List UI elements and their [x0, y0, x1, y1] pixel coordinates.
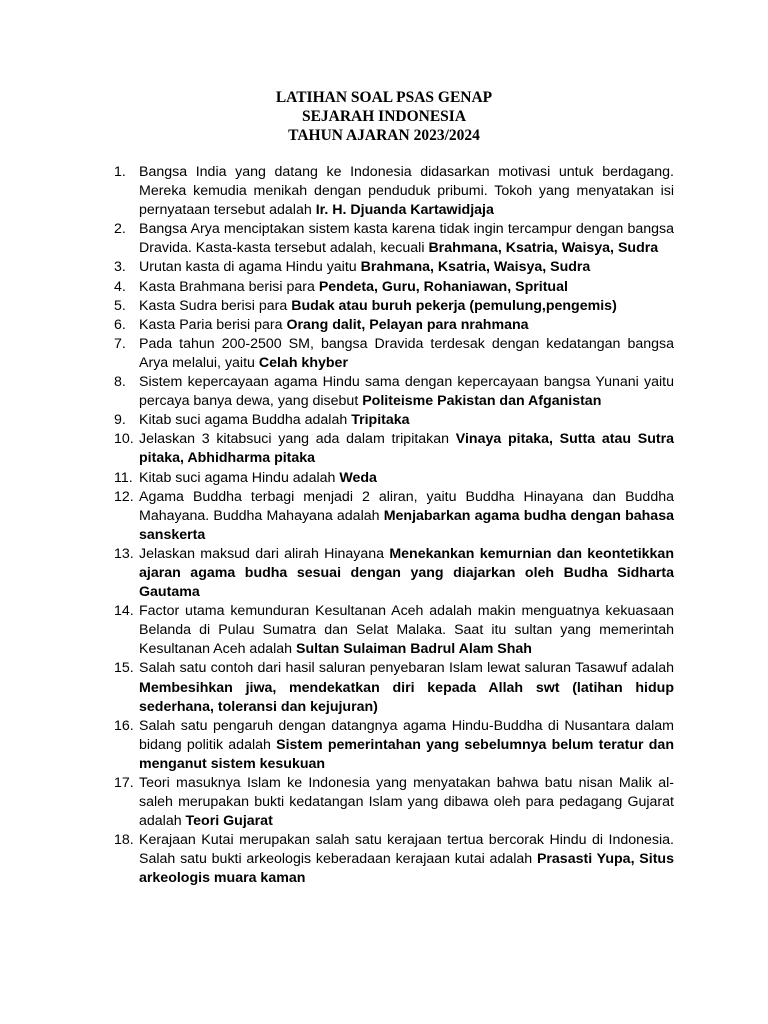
question-text: Kitab suci agama Hindu adalah: [139, 469, 340, 486]
question-text-wrap: [139, 258, 674, 277]
question-number: 7.: [114, 335, 126, 352]
question-number: 1.: [114, 164, 126, 180]
question-item: [114, 278, 674, 297]
question-item: [114, 469, 674, 488]
question-text: Kasta Brahmana berisi para: [139, 278, 319, 295]
question-text: Pada tahun 200-2500 SM, bangsa Dravida terdesak dengan kedatangan bangsa Arya melalui, yaitu: [139, 335, 674, 371]
question-text-wrap: [139, 411, 674, 430]
question-number: 16.: [114, 717, 134, 734]
question-item: [114, 411, 674, 430]
question-text-wrap: [139, 602, 674, 659]
question-item: [114, 717, 674, 774]
question-number: 10.: [114, 431, 134, 448]
question-answer: Celah khyber: [258, 354, 348, 371]
question-answer: Brahmana, Ksatria, Waisya, Sudra: [428, 240, 659, 257]
question-answer: Politeisme Pakistan dan Afganistan: [362, 393, 602, 410]
question-number: 18.: [114, 832, 134, 849]
question-item: [114, 297, 674, 316]
question-text-wrap: [139, 430, 674, 468]
question-number: 14.: [114, 603, 134, 620]
question-number: 3.: [114, 259, 126, 276]
question-text-wrap: [139, 373, 674, 411]
question-number: 9.: [114, 412, 126, 429]
question-text: Bangsa Arya menciptakan sistem kasta karena tidak ingin tercampur dengan bangsa Dravida. Kasta-kasta tersebut adalah, kecuali: [139, 221, 674, 257]
question-answer: Brahmana, Ksatria, Waisya, Sudra: [360, 259, 591, 276]
title-line-3: TAHUN AJARAN 2023/2024: [288, 127, 480, 144]
question-text-wrap: [139, 220, 674, 258]
question-text-wrap: [139, 488, 674, 545]
question-item: [114, 163, 674, 220]
question-answer: Tripitaka: [351, 412, 410, 429]
question-text-wrap: [139, 163, 674, 220]
question-answer: Pendeta, Guru, Rohaniawan, Spritual: [318, 278, 568, 295]
question-text: Agama Buddha terbagi menjadi 2 aliran, yaitu Buddha Hinayana dan Buddha Mahayana. Buddha Mahayana adalah: [139, 488, 674, 524]
question-item: [114, 602, 674, 659]
question-text: Kasta Sudra berisi para: [139, 297, 292, 314]
question-text: Kasta Paria berisi para: [139, 316, 287, 333]
question-answer: Ir. H. Djuanda Kartawidjaja: [315, 202, 494, 219]
document-title: [0, 88, 768, 145]
question-list: [114, 163, 674, 889]
question-text: Jelaskan 3 kitabsuci yang ada dalam tripitakan: [139, 431, 456, 448]
question-number: 12.: [114, 488, 134, 505]
question-text-wrap: [139, 717, 674, 774]
question-text-wrap: [139, 297, 674, 316]
question-answer: Budak atau buruh pekerja (pemulung,pengemis): [291, 297, 617, 314]
question-number: 6.: [114, 316, 126, 333]
question-answer: Menjabarkan agama budha dengan bahasa sanskerta: [139, 507, 674, 543]
question-number: 2.: [114, 221, 126, 238]
question-item: [114, 430, 674, 468]
question-text: Jelaskan maksud dari alirah Hinayana: [139, 545, 390, 562]
question-text: Salah satu pengaruh dengan datangnya agama Hindu-Buddha di Nusantara dalam bidang politik adalah: [139, 717, 674, 753]
question-item: [114, 545, 674, 602]
question-text: Bangsa India yang datang ke Indonesia didasarkan motivasi untuk berdagang. Mereka kemudia menikah dengan penduduk pribumi. Tokoh yang menyatakan isi pernyataan tersebut adalah: [139, 164, 674, 219]
question-item: [114, 373, 674, 411]
question-text-wrap: [139, 545, 674, 602]
question-item: [114, 831, 674, 888]
question-number: 15.: [114, 660, 134, 677]
question-text-wrap: [139, 659, 674, 716]
question-text: Kerajaan Kutai merupakan salah satu kerajaan tertua bercorak Hindu di Indonesia. Salah satu bukti arkeologis keberadaan kerajaan kutai adalah: [139, 832, 674, 868]
question-item: [114, 659, 674, 716]
question-item: [114, 316, 674, 335]
question-item: [114, 220, 674, 258]
question-item: [114, 488, 674, 545]
question-text-wrap: [139, 831, 674, 888]
question-item: [114, 774, 674, 831]
question-text-wrap: [139, 774, 674, 831]
question-answer: Teori Gujarat: [185, 813, 273, 830]
question-text: Kitab suci agama Buddha adalah: [139, 412, 352, 429]
question-answer: Weda: [339, 469, 377, 486]
question-text: Urutan kasta di agama Hindu yaitu: [139, 259, 361, 276]
question-number: 13.: [114, 545, 134, 562]
question-item: [114, 258, 674, 277]
question-text-wrap: [139, 469, 674, 488]
question-number: 4.: [114, 278, 126, 295]
question-text-wrap: [139, 335, 674, 373]
question-number: 8.: [114, 374, 126, 391]
question-answer: Menekankan kemurnian dan keontetikkan ajaran agama budha sesuai dengan yang diajarkan oleh Budha Sidharta Gautama: [139, 545, 674, 601]
question-answer: Prasasti Yupa, Situs arkeologis muara kaman: [139, 851, 674, 887]
title-line-2: SEJARAH INDONESIA: [301, 108, 467, 125]
question-item: [114, 335, 674, 373]
question-answer: Sultan Sulaiman Badrul Alam Shah: [295, 641, 532, 658]
question-number: 5.: [114, 297, 126, 314]
question-number: 11.: [114, 469, 133, 486]
question-text: Salah satu contoh dari hasil saluran penyebaran Islam lewat saluran Tasawuf adalah: [139, 660, 674, 677]
question-text-wrap: [139, 278, 674, 297]
question-text-wrap: [139, 316, 674, 335]
title-line-1: LATIHAN SOAL PSAS GENAP: [275, 89, 493, 106]
question-answer: Membesihkan jiwa, mendekatkan diri kepada Allah swt (latihan hidup sederhana, toleransi dan kejujuran): [139, 679, 674, 715]
question-text: Factor utama kemunduran Kesultanan Aceh adalah makin menguatnya kekuasaan Belanda di Pulau Sumatra dan Selat Malaka. Saat itu sultan yang memerintah Kesultanan Aceh adalah: [139, 603, 674, 658]
question-number: 17.: [114, 775, 134, 791]
question-answer: Sistem pemerintahan yang sebelumnya belum teratur dan menganut sistem kesukuan: [139, 736, 674, 772]
question-answer: Orang dalit, Pelayan para nrahmana: [286, 316, 529, 333]
question-text: Sistem kepercayaan agama Hindu sama dengan kepercayaan bangsa Yunani yaitu percaya banya dewa, yang disebut: [139, 374, 674, 410]
question-answer: Vinaya pitaka, Sutta atau Sutra pitaka, Abhidharma pitaka: [139, 431, 674, 467]
question-text: Teori masuknya Islam ke Indonesia yang menyatakan bahwa batu nisan Malik al-saleh merupakan bukti kedatangan Islam yang dibawa oleh para pedagang Gujarat adalah: [139, 775, 674, 830]
